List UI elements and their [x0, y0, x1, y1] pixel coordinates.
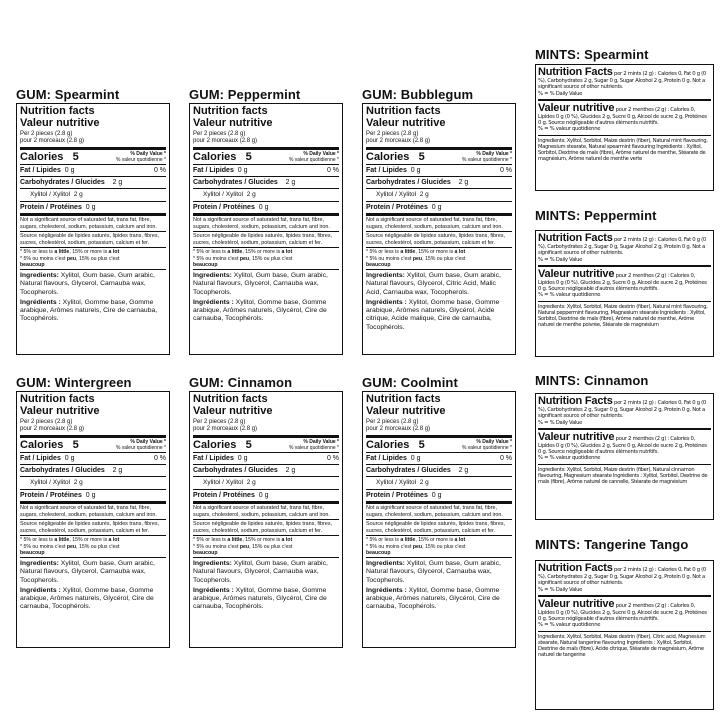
label-heading-fr: Valeur nutritive [20, 116, 100, 129]
label-heading-fr: Valeur nutritive [193, 404, 273, 417]
calories-value: 5 [245, 439, 252, 451]
valeur-nutritive-fr: Valeur nutritive pour 2 menthes (2 g) : Calories 0, Lipides 0 g (0 %), Glucides 2 g, Sucre 0 g, Alcool de sucre 2 g, Protéines 0 g. Source négligeable d'autres éléments nutritifs. % = % valeur quotidienne [538, 430, 711, 465]
mint-product-title: MINTS: Cinnamon [535, 373, 649, 388]
insignificant-note-en: Not a significant source of saturated fat, trans fat, fibre, sugars, cholesterol, sodium, potassium, calcium and iron. [193, 216, 339, 232]
calories-value: 5 [418, 439, 425, 451]
gum-product-title: GUM: Cinnamon [189, 375, 293, 390]
label-heading-en: Nutrition facts [193, 105, 268, 117]
serving-size: Per 2 pieces (2.8 g) pour 2 morceaux (2.8 g) [20, 419, 85, 432]
gum-product-title: GUM: Peppermint [189, 87, 301, 102]
label-heading-en: Nutrition facts [366, 105, 441, 117]
carbohydrate-row: Carbohydrates / Glucides 2 g [20, 465, 166, 477]
label-heading-fr: Valeur nutritive [366, 404, 446, 417]
xylitol-row: Xylitol / Xylitol 2 g [20, 189, 166, 202]
nutrition-facts-en: Nutrition Facts per 2 mints (2 g) : Calories 0, Fat 0 g (0 %), Carbohydrates 2 g, Sugar 0 g, Sugar Alcohol 2 g, Protein 0 g. Not a significant source of other nutrients. % = % Daily Value [538, 396, 711, 430]
gum-product-title: GUM: Bubblegum [362, 87, 474, 102]
calories-row [20, 438, 166, 453]
daily-value-footnote: * 5% or less is a little, 15% or more is a lot * 5% ou moins c'est peu, 15% ou plus c'est beaucoup [366, 248, 512, 270]
calories-value: 5 [72, 439, 79, 451]
protein-row: Protein / Protéines 0 g [20, 490, 166, 504]
label-heading-fr: Valeur nutritive [20, 404, 100, 417]
fat-row: Fat / Lipides 0 g 0 % [193, 165, 339, 177]
daily-value-footnote: * 5% or less is a little, 15% or more is a lot * 5% ou moins c'est peu, 15% ou plus c'est beaucoup [193, 248, 339, 270]
carbohydrate-row: Carbohydrates / Glucides 2 g [193, 177, 339, 189]
insignificant-note-en: Not a significant source of saturated fat, trans fat, fibre, sugars, cholesterol, sodium, potassium, calcium and iron. [366, 504, 512, 520]
daily-value-header: % Daily Value * % valeur quotidienne * [115, 151, 166, 163]
daily-value-header: % Daily Value * % valeur quotidienne * [288, 439, 339, 451]
gum-product-title: GUM: Spearmint [16, 87, 120, 102]
label-heading-en: Nutrition facts [366, 393, 441, 405]
ingredients-fr: Ingrédients : Xylitol, Gomme base, Gomme arabique, Arômes naturels, Glycérol, Acide citrique, Acide malique, Cire de carnauba, Tocophérols. [366, 298, 500, 331]
carbohydrate-row: Carbohydrates / Glucides 2 g [366, 177, 512, 189]
nutrition-facts-en: Nutrition Facts per 2 mints (2 g) : Calories 0, Fat 0 g (0 %), Carbohydrates 2 g, Sugar 0 g, Sugar Alcohol 2 g, Protein 0 g. Not a significant source of other nutrients. % = % Daily Value [538, 563, 711, 597]
label-heading-en: Nutrition facts [20, 393, 95, 405]
insignificant-note-en: Not a significant source of saturated fat, trans fat, fibre, sugars, cholesterol, sodium, potassium, calcium and iron. [366, 216, 512, 232]
insignificant-note-en: Not a significant source of saturated fat, trans fat, fibre, sugars, cholesterol, sodium, potassium, calcium and iron. [20, 504, 166, 520]
calories-row [193, 438, 339, 453]
ingredients-en: Ingredients: Xylitol, Gum base, Gum arabic, Natural flavours, Glycerol, Carnauba wax, Tocopherols. [366, 559, 501, 584]
calories-label: Calories [20, 151, 64, 163]
mint-nutrition-label [535, 230, 714, 357]
insignificant-note-fr: Source négligeable de lipides saturés, lipides trans, fibres, sucres, cholestérol, sodium, potassium, calcium et fer. [20, 520, 166, 536]
calories-label: Calories [366, 439, 410, 451]
protein-row: Protein / Protéines 0 g [366, 490, 512, 504]
ingredients-fr: Ingrédients : Xylitol, Gomme base, Gomme arabique, Arômes naturels, Glycérol, Cire de carnauba, Tocophérols. [366, 586, 500, 611]
calories-value: 5 [72, 151, 79, 163]
mint-ingredients: Ingredients: Xylitol, Sorbitol, Maize dextrin (fiber), Natural cinnamon flavouring, Magnesium stearate Ingrédients : Xylitol, Sorbitol, Dextrine de maïs (fibre), Arôme naturel de cannelle, Stéarate de magnésium [538, 466, 708, 486]
insignificant-note-en: Not a significant source of saturated fat, trans fat, fibre, sugars, cholesterol, sodium, potassium, calcium and iron. [193, 504, 339, 520]
ingredients-fr: Ingrédients : Xylitol, Gomme base, Gomme arabique, Arômes naturels, Glycérol, Cire de carnauba, Tocophérols. [20, 586, 154, 611]
protein-row: Protein / Protéines 0 g [366, 202, 512, 216]
mint-ingredients: Ingredients: Xylitol, Sorbitol, Maize dextrin (fiber), Natural mint flavouring, Natural peppermint flavouring, Magnesium stearate Ingrédients : Xylitol, Sorbitol, Dextrine de maïs (fibre), Arôme naturel de menthe, Arôme naturel de menthe poivrée, Stéarate de magnésium [538, 303, 708, 329]
valeur-nutritive-fr: Valeur nutritive pour 2 menthes (2 g) : Calories 0, Lipides 0 g (0 %), Glucides 2 g, Sucre 0 g, Alcool de sucre 2 g, Protéines 0 g. Source négligeable d'autres éléments nutritifs. % = % valeur quotidienne [538, 101, 711, 136]
gum-nutrition-label [16, 391, 170, 648]
xylitol-row: Xylitol / Xylitol 2 g [20, 477, 166, 490]
calories-value: 5 [245, 151, 252, 163]
nutrition-facts-en: Nutrition Facts per 2 mints (2 g) : Calories 0, Fat 0 g (0 %), Carbohydrates 2 g, Sugar 0 g, Sugar Alcohol 2 g, Protein 0 g. Not a significant source of other nutrients. % = % Daily Value [538, 233, 711, 267]
daily-value-header: % Daily Value * % valeur quotidienne * [461, 151, 512, 163]
daily-value-header: % Daily Value * % valeur quotidienne * [288, 151, 339, 163]
serving-size: Per 2 pieces (2.8 g) pour 2 morceaux (2.8 g) [366, 419, 431, 432]
mint-nutrition-label [535, 64, 714, 191]
insignificant-note-fr: Source négligeable de lipides saturés, lipides trans, fibres, sucres, cholestérol, sodium, potassium, calcium et fer. [366, 520, 512, 536]
serving-size: Per 2 pieces (2.8 g) pour 2 morceaux (2.8 g) [193, 131, 258, 144]
protein-row: Protein / Protéines 0 g [193, 202, 339, 216]
protein-row: Protein / Protéines 0 g [193, 490, 339, 504]
ingredients-en: Ingredients: Xylitol, Gum base, Gum arabic, Natural flavours, Glycerol, Carnauba wax, Tocopherols. [193, 271, 328, 296]
calories-row [193, 150, 339, 165]
mint-product-title: MINTS: Tangerine Tango [535, 537, 689, 552]
carbohydrate-row: Carbohydrates / Glucides 2 g [193, 465, 339, 477]
serving-size: Per 2 pieces (2.8 g) pour 2 morceaux (2.8 g) [193, 419, 258, 432]
calories-label: Calories [193, 439, 237, 451]
mint-ingredients: Ingredients: Xylitol, Sorbitol, Maize dextrin (fiber), Natural mint flavouring, Magnesium stearate, Natural spearmint flavouring Ingrédients : Xylitol, Sorbitol, Dextrine de maïs (fibre), Arôme naturel de menthe, Stéarate de magnésium, Arôme naturel de menthe verte [538, 137, 708, 163]
nutrition-facts-en: Nutrition Facts per 2 mints (2 g) : Calories 0, Fat 0 g (0 %), Carbohydrates 2 g, Sugar 0 g, Sugar Alcohol 2 g, Protein 0 g. Not a significant source of other nutrients. % = % Daily Value [538, 67, 711, 101]
xylitol-row: Xylitol / Xylitol 2 g [193, 189, 339, 202]
xylitol-row: Xylitol / Xylitol 2 g [366, 189, 512, 202]
insignificant-note-fr: Source négligeable de lipides saturés, lipides trans, fibres, sucres, cholestérol, sodium, potassium, calcium et fer. [20, 232, 166, 248]
calories-row [366, 150, 512, 165]
calories-value: 5 [418, 151, 425, 163]
mint-product-title: MINTS: Peppermint [535, 208, 657, 223]
label-heading-fr: Valeur nutritive [193, 116, 273, 129]
daily-value-header: % Daily Value * % valeur quotidienne * [461, 439, 512, 451]
insignificant-note-fr: Source négligeable de lipides saturés, lipides trans, fibres, sucres, cholestérol, sodium, potassium, calcium et fer. [366, 232, 512, 248]
fat-row: Fat / Lipides 0 g 0 % [193, 453, 339, 465]
label-heading-fr: Valeur nutritive [366, 116, 446, 129]
gum-nutrition-label [189, 391, 343, 648]
insignificant-note-fr: Source négligeable de lipides saturés, lipides trans, fibres, sucres, cholestérol, sodium, potassium, calcium et fer. [193, 520, 339, 536]
fat-row: Fat / Lipides 0 g 0 % [366, 165, 512, 177]
fat-row: Fat / Lipides 0 g 0 % [366, 453, 512, 465]
mint-nutrition-label [535, 560, 714, 710]
fat-row: Fat / Lipides 0 g 0 % [20, 165, 166, 177]
xylitol-row: Xylitol / Xylitol 2 g [193, 477, 339, 490]
serving-size: Per 2 pieces (2.8 g) pour 2 morceaux (2.8 g) [366, 131, 431, 144]
ingredients-en: Ingredients: Xylitol, Gum base, Gum arabic, Natural flavours, Glycerol, Carnauba wax, Tocopherols. [193, 559, 328, 584]
label-heading-en: Nutrition facts [193, 393, 268, 405]
protein-row: Protein / Protéines 0 g [20, 202, 166, 216]
calories-label: Calories [193, 151, 237, 163]
daily-value-footnote: * 5% or less is a little, 15% or more is a lot * 5% ou moins c'est peu, 15% ou plus c'est beaucoup [20, 536, 166, 558]
ingredients-en: Ingredients: Xylitol, Gum base, Gum arabic, Natural flavours, Glycerol, Carnauba wax, Tocopherols. [20, 271, 155, 296]
carbohydrate-row: Carbohydrates / Glucides 2 g [20, 177, 166, 189]
gum-nutrition-label [362, 391, 516, 648]
ingredients-fr: Ingrédients : Xylitol, Gomme base, Gomme arabique, Arômes naturels, Glycérol, Cire de carnauba, Tocophérols. [193, 298, 327, 323]
xylitol-row: Xylitol / Xylitol 2 g [366, 477, 512, 490]
valeur-nutritive-fr: Valeur nutritive pour 2 menthes (2 g) : Calories 0, Lipides 0 g (0 %), Glucides 2 g, Sucre 0 g, Alcool de sucre 2 g, Protéines 0 g. Source négligeable d'autres éléments nutritifs. % = % valeur quotidienne [538, 267, 711, 302]
daily-value-header: % Daily Value * % valeur quotidienne * [115, 439, 166, 451]
serving-size: Per 2 pieces (2.8 g) pour 2 morceaux (2.8 g) [20, 131, 85, 144]
daily-value-footnote: * 5% or less is a little, 15% or more is a lot * 5% ou moins c'est peu, 15% ou plus c'est beaucoup [20, 248, 166, 270]
ingredients-en: Ingredients: Xylitol, Gum base, Gum arabic, Natural flavours, Glycerol, Carnauba wax, Tocopherols. [20, 559, 155, 584]
calories-row [366, 438, 512, 453]
gum-product-title: GUM: Wintergreen [16, 375, 132, 390]
mint-nutrition-label [535, 393, 714, 520]
ingredients-fr: Ingrédients : Xylitol, Gomme base, Gomme arabique, Arômes naturels, Cire de carnauba, Tocophérols. [20, 298, 158, 323]
calories-row [20, 150, 166, 165]
valeur-nutritive-fr: Valeur nutritive pour 2 menthes (2 g) : Calories 0, Lipides 0 g (0 %), Glucides 2 g, Sucre 0 g, Alcool de sucre 2 g, Protéines 0 g. Source négligeable d'autres éléments nutritifs. % = % valeur quotidienne [538, 597, 711, 632]
ingredients-en: Ingredients: Xylitol, Gum base, Gum arabic, Natural flavours, Glycerol, Citric Acid, Malic Acid, Carnauba wax, Tocopherols. [366, 271, 501, 296]
gum-nutrition-label [16, 103, 170, 355]
carbohydrate-row: Carbohydrates / Glucides 2 g [366, 465, 512, 477]
fat-row: Fat / Lipides 0 g 0 % [20, 453, 166, 465]
calories-label: Calories [20, 439, 64, 451]
daily-value-footnote: * 5% or less is a little, 15% or more is a lot * 5% ou moins c'est peu, 15% ou plus c'est beaucoup [193, 536, 339, 558]
ingredients-fr: Ingrédients : Xylitol, Gomme base, Gomme arabique, Arômes naturels, Glycérol, Cire de carnauba, Tocophérols. [193, 586, 327, 611]
calories-label: Calories [366, 151, 410, 163]
mint-ingredients: Ingredients: Xylitol, Sorbitol, Maize dextrin (fiber), Citric acid, Magnesium stearate, Natural tangerine flavouring Ingrédients : Xylitol, Sorbitol, Dextrine de maïs (fibre), Acide citrique, Stéarate de magnésium, Arôme naturel de tangerine [538, 633, 706, 659]
insignificant-note-en: Not a significant source of saturated fat, trans fat, fibre, sugars, cholesterol, sodium, potassium, calcium and iron. [20, 216, 166, 232]
mint-product-title: MINTS: Spearmint [535, 47, 649, 62]
daily-value-footnote: * 5% or less is a little, 15% or more is a lot * 5% ou moins c'est peu, 15% ou plus c'est beaucoup [366, 536, 512, 558]
insignificant-note-fr: Source négligeable de lipides saturés, lipides trans, fibres, sucres, cholestérol, sodium, potassium, calcium et fer. [193, 232, 339, 248]
gum-nutrition-label [362, 103, 516, 355]
gum-product-title: GUM: Coolmint [362, 375, 458, 390]
gum-nutrition-label [189, 103, 343, 355]
label-heading-en: Nutrition facts [20, 105, 95, 117]
